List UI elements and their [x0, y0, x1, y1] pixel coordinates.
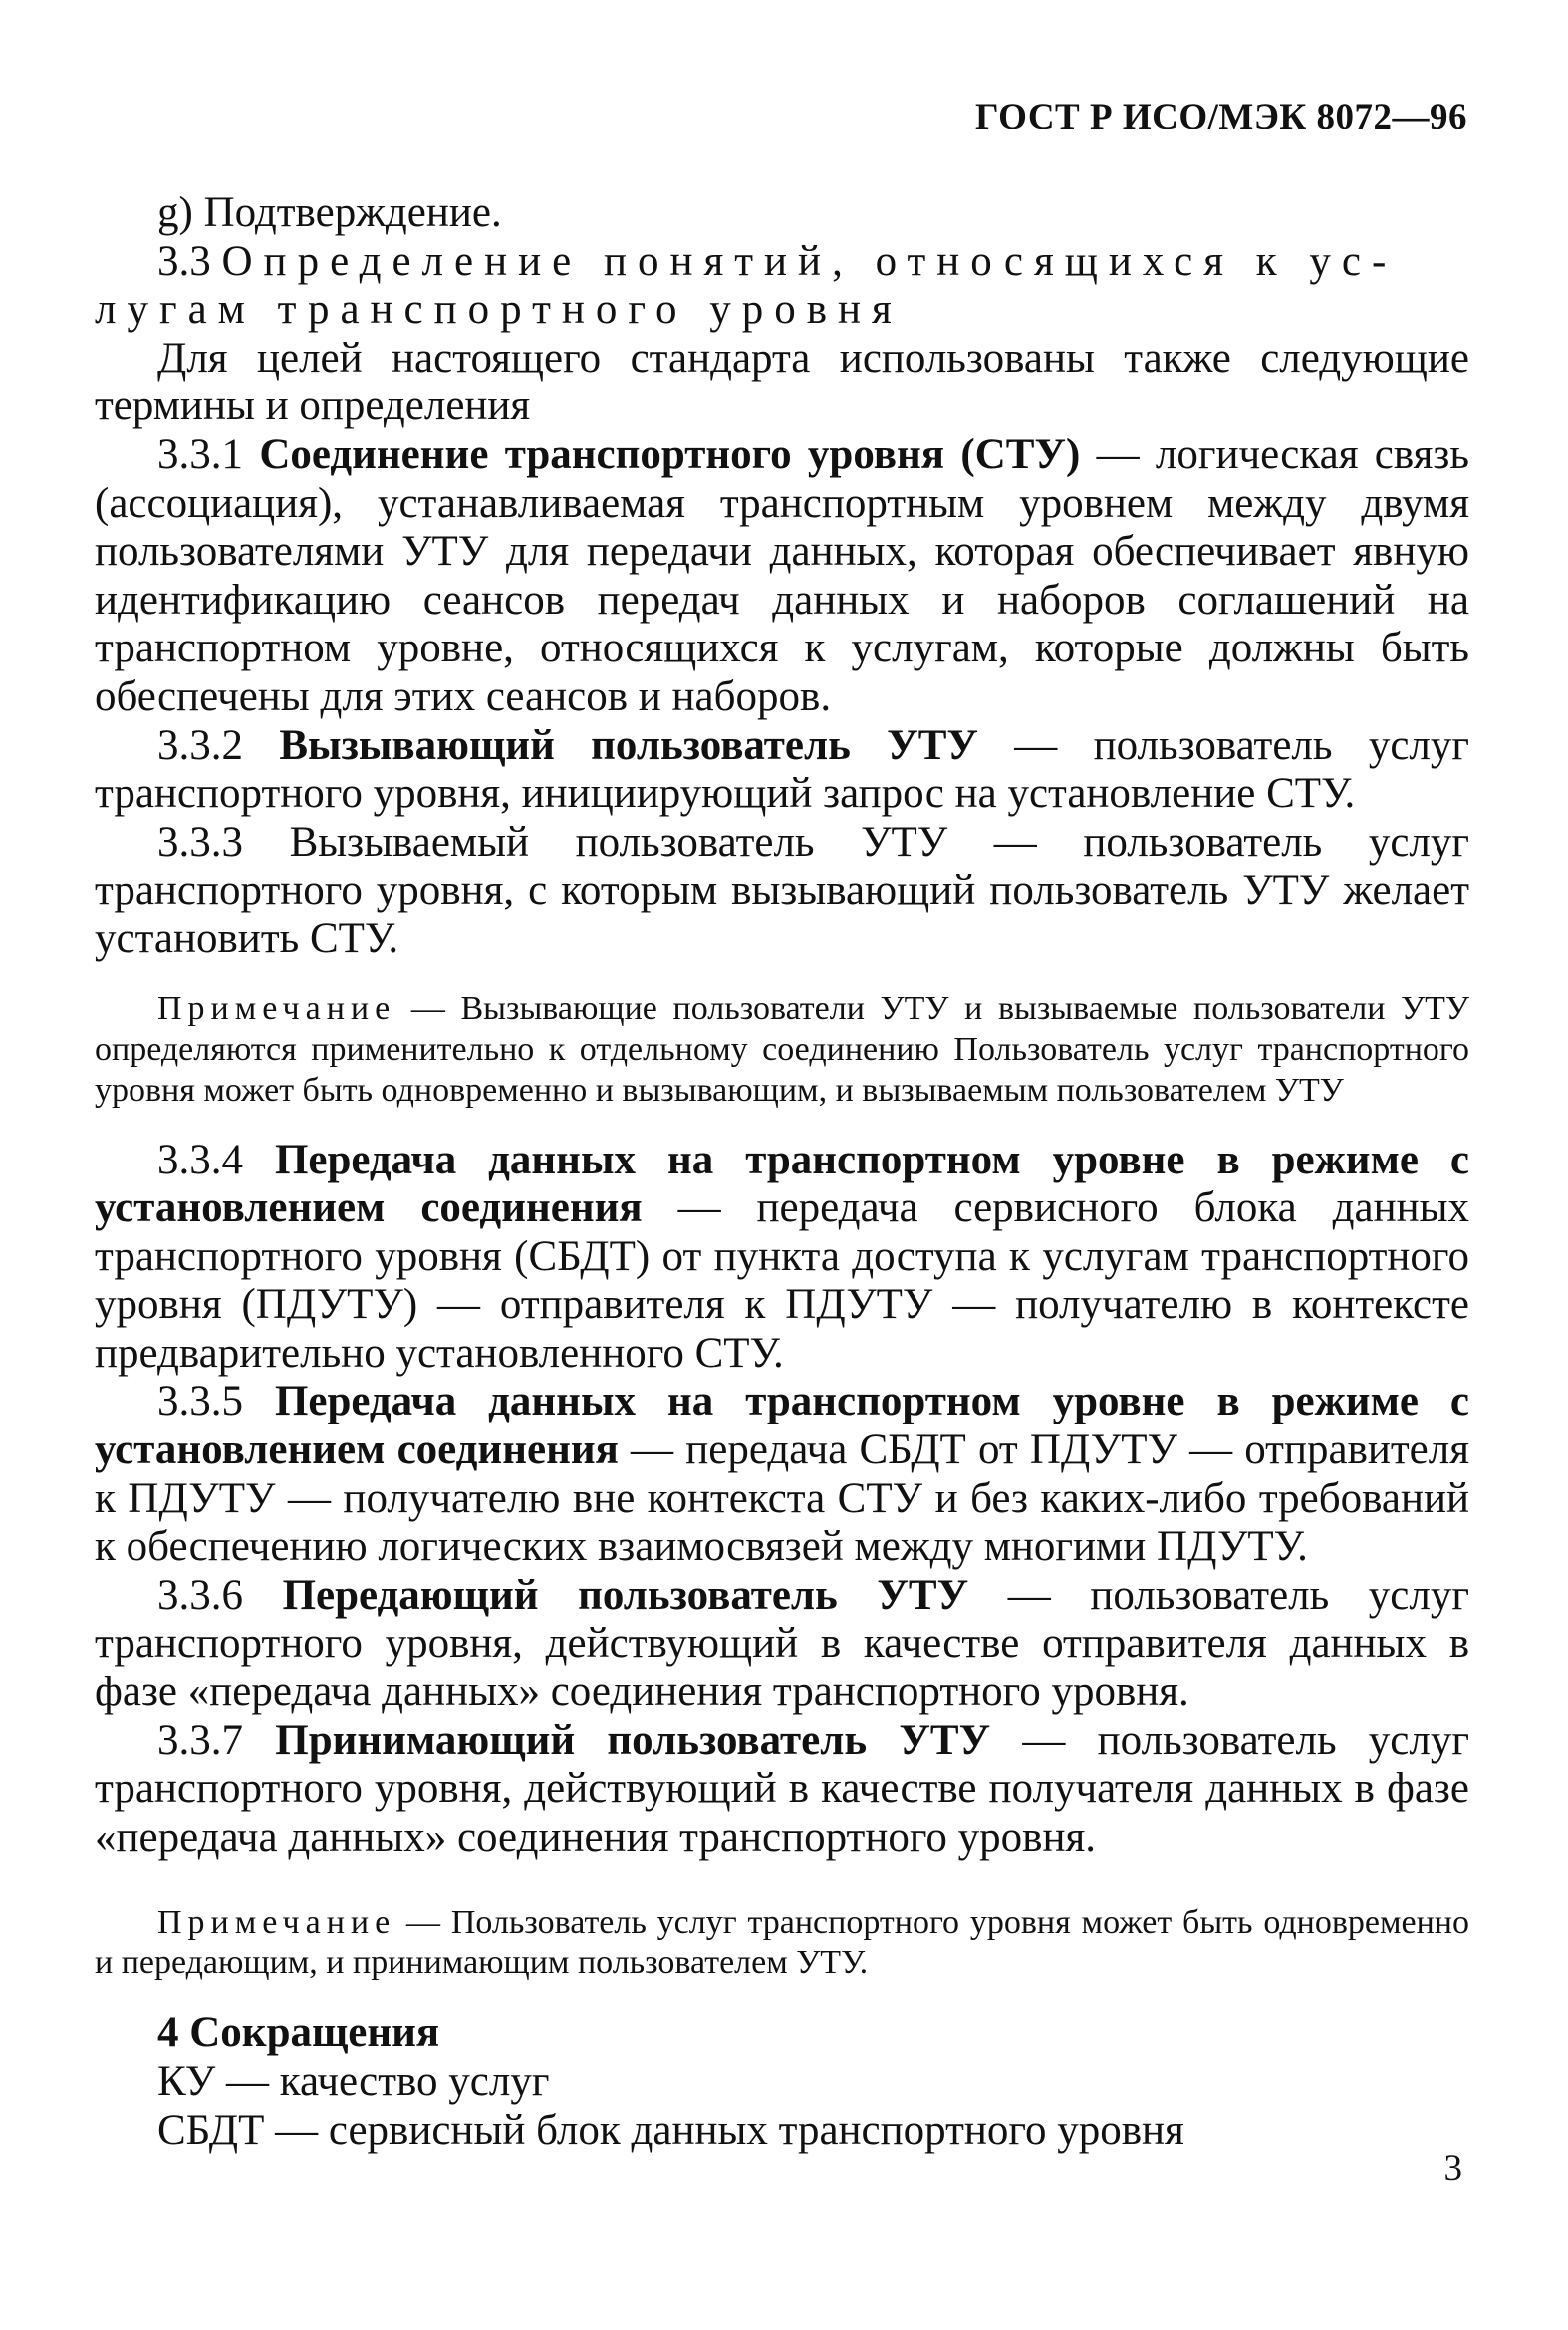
definition-number: 3.3.1 [157, 430, 243, 478]
definition-text: — пользователь услуг транспортного уровня, инициирующий запрос на установление СТУ. [95, 721, 1469, 818]
definition-number: 3.3.4 [157, 1136, 243, 1183]
definition-term: Передача данных на транспортном уровне в режиме с установлением соединения [95, 1136, 1469, 1232]
definition-3-3-4 [95, 1137, 1469, 1379]
section-title-line1: Определение понятий, относящихся к ус- [221, 237, 1398, 285]
note-label: Примечание [157, 989, 396, 1027]
definition-text: — пользователь услуг транспортного уровня, действующий в качестве отправителя данных в фазе «передача данных» соединения транспортного уровня. [95, 1571, 1469, 1716]
definition-term: Соединение транспортного уровня (СТУ) [259, 430, 1081, 478]
definition-number: 3.3.5 [157, 1378, 243, 1425]
definition-number: 3.3.6 [157, 1571, 243, 1619]
section-intro: Для целей настоящего стандарта использованы также следующие термины и определения [95, 334, 1469, 430]
definition-text: — логическая связь (ассоциация), устанавливаемая транспортным уровнем между двумя пользователями УТУ для передачи данных, которая обеспечивает явную идентификацию сеансов передач данных и наборов соглашений на транспортном уровне, относящихся к услугам, которые должны быть обеспечены для этих сеансов и наборов. [95, 430, 1469, 720]
definition-3-3-3 [95, 819, 1469, 964]
definition-number: 3.3.7 [157, 1716, 243, 1764]
section-3-3-title [95, 238, 1469, 287]
definition-term: Принимающий пользователь УТУ [275, 1716, 991, 1764]
standard-header: ГОСТ Р ИСО/МЭК 8072—96 [974, 97, 1467, 137]
definition-text: — пользователь услуг транспортного уровня, действующий в качестве получателя данных в фазе «передача данных» соединения транспортного уровня. [95, 1716, 1469, 1861]
note-1 [95, 988, 1469, 1111]
definition-term: Передача данных на транспортном уровне в режиме с установлением соединения [95, 1378, 1469, 1474]
note-label: Примечание [157, 1904, 396, 1942]
document-body [95, 189, 1469, 2155]
definition-text: — передача сервисного блока данных транспортного уровня (СБДТ) от пункта доступа к услугам транспортного уровня (ПДУТУ) — отправителя к ПДУТУ — получателю в контексте предварительно установленного СТУ. [95, 1184, 1469, 1377]
section-4-title: 4 Сокращения [157, 2009, 440, 2057]
note-text: — Пользователь услуг транспортного уровня может быть одновременно и передающим, и принимающим пользователем УТУ. [95, 1904, 1469, 1982]
definition-text: Вызываемый пользователь УТУ — пользователь услуг транспортного уровня, с которым вызывающий пользователь УТУ желает установить СТУ. [95, 818, 1470, 962]
definition-number: 3.3.2 [157, 721, 243, 769]
definition-3-3-6 [95, 1572, 1469, 1717]
section-4-heading [95, 2009, 1469, 2058]
definition-3-3-2 [95, 722, 1469, 819]
note-text: — Вызывающие пользователи УТУ и вызываемые пользователи УТУ определяются применительно к отдельному соединению Пользователь услуг транспортного уровня может быть одновременно и вызывающим, и вызываемым пользователем УТУ [95, 989, 1469, 1109]
definition-text: — передача СБДТ от ПДУТУ — отправителя к ПДУТУ — получателю вне контекста СТУ и без каких-либо требований к обеспечению логических взаимосвязей между многими ПДУТУ. [95, 1426, 1469, 1571]
section-title-line2: лугам транспортного уровня [95, 286, 903, 334]
section-number: 3.3 [157, 237, 211, 285]
definition-3-3-5 [95, 1378, 1469, 1571]
page-number: 3 [1443, 2148, 1462, 2189]
note-2 [95, 1902, 1469, 1983]
definition-number: 3.3.3 [157, 818, 243, 866]
abbreviation-item: СБДТ — сервисный блок данных транспортного уровня [157, 2106, 1184, 2154]
abbreviation-item: КУ — качество услуг [157, 2058, 550, 2105]
item-g: g) Подтверждение. [157, 189, 502, 236]
definition-3-3-7 [95, 1717, 1469, 1863]
definition-term: Вызывающий пользователь УТУ [279, 721, 978, 769]
definition-term: Передающий пользователь УТУ [282, 1571, 969, 1619]
definition-3-3-1 [95, 431, 1469, 722]
